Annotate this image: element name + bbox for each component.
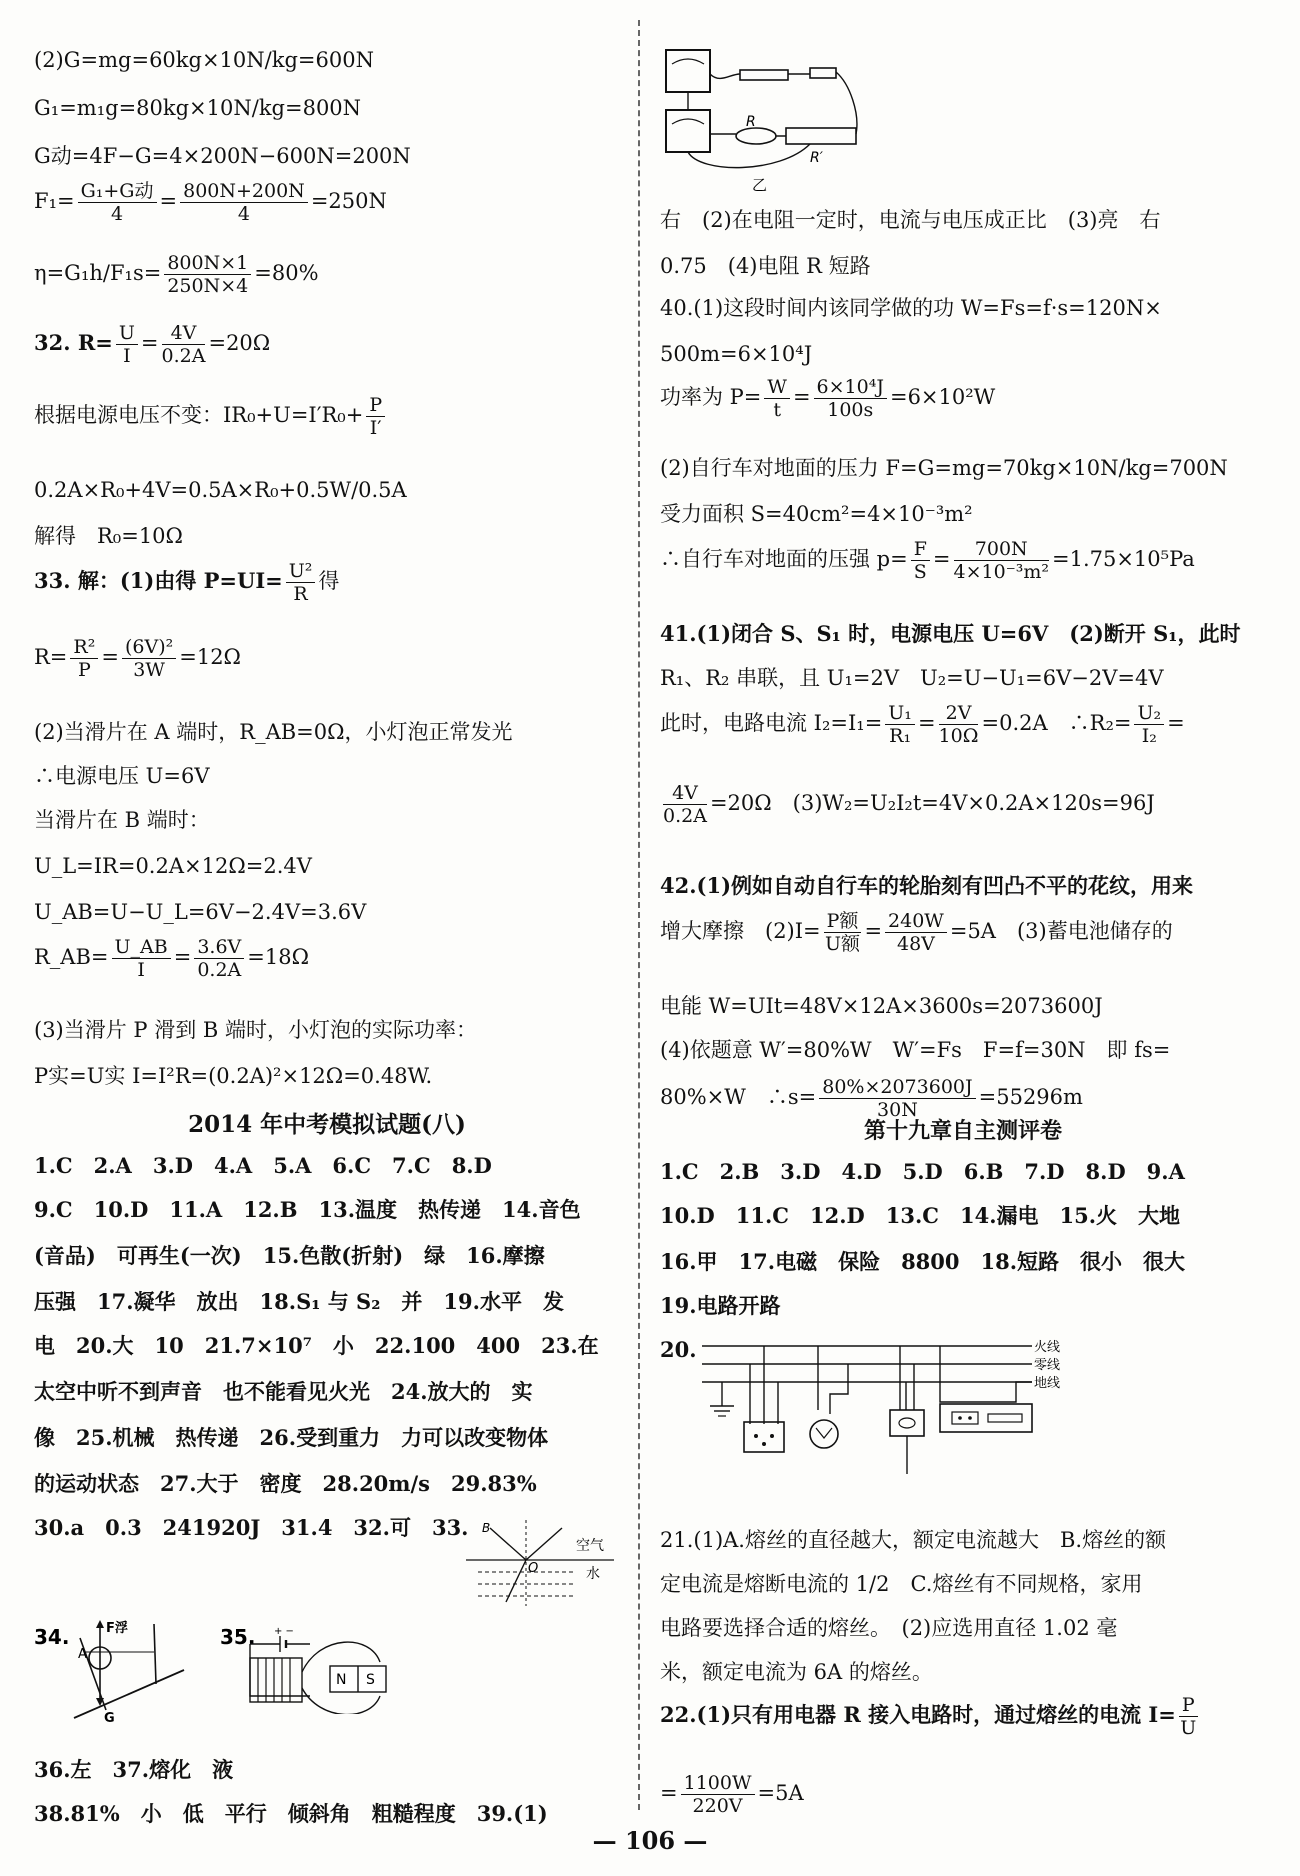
line: 21.(1)A.熔丝的直径越大，额定电流越大 B.熔丝的额: [660, 1528, 1167, 1552]
line: (2)自行车对地面的压力 F=G=mg=70kg×10N/kg=700N: [660, 456, 1228, 480]
label-a: A: [78, 1647, 87, 1662]
line: 当滑片在 B 端时：: [34, 808, 210, 832]
text: =: [917, 711, 936, 735]
line: (2)当滑片在 A 端时，R_AB=0Ω，小灯泡正常发光: [34, 720, 513, 744]
equation-line: [660, 376, 995, 421]
answer-line: 16.甲 17.电磁 保险 8800 18.短路 很小 很大: [660, 1249, 1186, 1274]
line: P实=U实 I=I²R=(0.2A)²×12Ω=0.48W.: [34, 1064, 433, 1088]
label-air: 空气: [576, 1538, 604, 1554]
line: U_AB=U−U_L=6V−2.4V=3.6V: [34, 900, 367, 924]
text: =250N: [310, 189, 387, 213]
label-35: 35.: [220, 1625, 256, 1649]
denominator: I₂: [1141, 725, 1157, 747]
lamp: [810, 1420, 838, 1448]
container-wall: [154, 1624, 156, 1684]
answer-line: 的运动状态 27.大于 密度 28.20m/s 29.83%: [34, 1471, 537, 1496]
line: U_L=IR=0.2A×12Ω=2.4V: [34, 854, 312, 878]
numerator: 1100W: [681, 1772, 755, 1795]
text: 22.(1)只有用电器 R 接入电路时，通过熔丝的电流 I=: [660, 1702, 1176, 1727]
meter-scale: [672, 119, 704, 124]
numerator: U_AB: [112, 936, 171, 959]
denominator: 30N: [877, 1099, 918, 1121]
text: =: [864, 919, 883, 943]
line: (3)当滑片 P 滑到 B 端时，小灯泡的实际功率：: [34, 1018, 478, 1042]
buoyancy-diagram: [34, 1618, 194, 1728]
denominator: 100s: [827, 399, 874, 421]
denominator: 4: [111, 203, 124, 225]
fuse-holder: [952, 1412, 978, 1424]
line: 40.(1)这段时间内该同学做的功 W=Fs=f·s=120N×: [660, 296, 1162, 320]
label-s: S: [366, 1672, 375, 1688]
fraction: [911, 538, 930, 583]
fraction: [112, 936, 171, 981]
meter: [666, 110, 710, 152]
equation-line: [660, 910, 1173, 955]
numerator: 3.6V: [194, 936, 244, 959]
answer-line: 太空中听不到声音 也不能看见火光 24.放大的 实: [34, 1379, 533, 1404]
line: 500m=6×10⁴J: [660, 342, 813, 366]
line: 0.75 (4)电阻 R 短路: [660, 254, 871, 278]
text: 根据电源电压不变：IR₀+U=I′R₀+: [34, 403, 364, 427]
equation-line: [34, 560, 339, 605]
denominator: I: [123, 345, 131, 367]
text: 功率为 P=: [660, 385, 762, 409]
socket-wires: [750, 1346, 778, 1424]
answer-line: 1.C 2.A 3.D 4.A 5.A 6.C 7.C 8.D: [34, 1153, 492, 1178]
arrowhead: [96, 1620, 104, 1628]
text: =20Ω (3)W₂=U₂I₂t=4V×0.2A×120s=96J: [709, 791, 1155, 815]
wires: [688, 72, 857, 168]
denominator: 10Ω: [938, 725, 979, 747]
numerator: P: [1179, 1694, 1198, 1717]
denominator: 0.2A: [197, 959, 242, 981]
label-f: F浮: [106, 1621, 128, 1636]
battery: [740, 70, 788, 80]
denominator: 0.2A: [161, 345, 206, 367]
equation-line: [34, 636, 241, 681]
fraction: [122, 636, 176, 681]
answer-line: 30.a 0.3 241920J 31.4 32.可 33.: [34, 1515, 469, 1540]
line: 受力面积 S=40cm²=4×10⁻³m²: [660, 502, 973, 526]
denominator: R: [293, 583, 308, 605]
line: 右 (2)在电阻一定时，电流与电压成正比 (3)亮 右: [660, 208, 1161, 232]
fraction: [194, 936, 244, 981]
fuse-wires: [940, 1346, 1032, 1402]
fuse-box: [940, 1404, 1032, 1432]
text: η=G₁h/F₁s=: [34, 261, 162, 285]
denominator: 220V: [692, 1795, 743, 1817]
line: G动=4F−G=4×200N−600N=200N: [34, 144, 411, 168]
equation-line: [34, 394, 388, 439]
text: 得: [318, 569, 340, 593]
text: =: [660, 1781, 678, 1805]
text: R=: [34, 645, 68, 669]
text: R_AB=: [34, 945, 109, 969]
socket: [744, 1422, 784, 1452]
equation-line: [660, 538, 1195, 583]
denominator: 0.2A: [663, 805, 707, 827]
socket-hole: [770, 1434, 774, 1438]
fraction: [764, 376, 790, 421]
label-g: G: [104, 1711, 115, 1726]
equation-line: [34, 322, 270, 367]
fraction: [286, 560, 316, 605]
fraction: [663, 782, 707, 827]
answer-line: 电 20.大 10 21.7×10⁷ 小 22.100 400 23.在: [34, 1333, 599, 1358]
resistor: [736, 128, 776, 144]
numerator: 800N+200N: [180, 180, 308, 203]
section-title: 第十九章自主测评卷: [863, 1118, 1062, 1144]
slope-line: [74, 1670, 184, 1718]
line: G₁=m₁g=80kg×10N/kg=800N: [34, 96, 362, 120]
text: =: [101, 645, 119, 669]
switch: [810, 68, 836, 78]
text: =0.2A ∴R₂=: [981, 711, 1132, 735]
line: 米，额定电流为 6A 的熔丝。: [660, 1660, 933, 1684]
fraction: [366, 394, 385, 439]
text: =: [173, 945, 192, 969]
numerator: U: [116, 322, 138, 345]
fraction: [939, 702, 979, 747]
label-r-prime: R′: [810, 150, 823, 166]
denominator: t: [773, 399, 781, 421]
fraction: [1179, 1694, 1198, 1739]
numerator: U₂: [1134, 702, 1164, 725]
label-r: R: [746, 114, 756, 130]
incident-ray: [490, 1528, 526, 1560]
line: 解得 R₀=10Ω: [34, 524, 183, 548]
denominator: 48V: [896, 933, 935, 955]
denominator: 250N×4: [167, 275, 249, 297]
numerator: 4V: [663, 782, 707, 805]
label-neutral: 零线: [1034, 1358, 1061, 1373]
numerator: U₁: [885, 702, 915, 725]
reflected-ray: [526, 1528, 562, 1560]
fraction: [1134, 702, 1164, 747]
battery-sign: + −: [274, 1626, 294, 1637]
denominator: U额: [825, 933, 861, 955]
text: =: [1167, 711, 1185, 735]
numerator: P: [366, 394, 385, 417]
answer-line: 19.电路开路: [660, 1293, 781, 1318]
equation-line: [660, 1694, 1201, 1739]
text: 增大摩擦 (2)I=: [660, 919, 821, 943]
section-title: 2014 年中考模拟试题(八): [188, 1111, 466, 1138]
numerator: 800N×1: [164, 252, 251, 275]
numerator: P额: [824, 910, 862, 933]
text: 33. 解：(1)由得 P=UI=: [34, 568, 283, 593]
text: =5A (3)蓄电池储存的: [949, 919, 1173, 943]
fuse-hole: [968, 1416, 972, 1420]
switch-wires: [900, 1346, 914, 1410]
label-o: O: [528, 1561, 539, 1576]
text: =: [140, 331, 159, 355]
answer-line: 1.C 2.B 3.D 4.D 5.D 6.B 7.D 8.D 9.A: [660, 1159, 1185, 1184]
fraction: [885, 702, 915, 747]
numerator: G₁+G动: [78, 180, 157, 203]
text: =: [159, 189, 178, 213]
denominator: S: [913, 561, 927, 583]
text: =80%: [254, 261, 319, 285]
line: 定电流是熔断电流的 1/2 C.熔丝有不同规格，家用: [660, 1572, 1143, 1596]
answer-line: 38.81% 小 低 平行 倾斜角 粗糙程度 39.(1): [34, 1801, 548, 1826]
equation-line: [660, 782, 1155, 827]
page-number: — 106 —: [592, 1826, 708, 1855]
fraction: [70, 636, 98, 681]
line: ∴电源电压 U=6V: [34, 764, 210, 788]
fraction: [180, 180, 308, 225]
line: 42.(1)例如自动自行车的轮胎刻有凹凸不平的花纹，用来: [660, 873, 1194, 898]
text: 32. R=: [34, 330, 113, 355]
numerator: 80%×2073600J: [819, 1076, 975, 1099]
text: =: [932, 547, 951, 571]
circuit-photo-diagram: [660, 44, 890, 194]
line: R₁、R₂ 串联，且 U₁=2V U₂=U−U₁=6V−2V=4V: [660, 666, 1164, 690]
answer-line: (音品) 可再生(一次) 15.色散(折射) 绿 16.摩擦: [34, 1243, 545, 1268]
line: 电路要选择合适的熔丝。 (2)应选用直径 1.02 毫: [660, 1616, 1118, 1640]
denominator: U: [1180, 1717, 1197, 1739]
lamp-filament: [816, 1428, 832, 1438]
fraction: [885, 910, 947, 955]
meter: [666, 50, 710, 92]
fuse: [988, 1414, 1022, 1422]
text: 此时，电路电流 I₂=I₁=: [660, 711, 883, 735]
column-divider: [638, 20, 640, 1810]
label-n: N: [336, 1672, 347, 1688]
label-34: 34.: [34, 1625, 70, 1649]
text: 80%×W ∴s=: [660, 1085, 817, 1109]
numerator: 240W: [885, 910, 947, 933]
denominator: 4: [237, 203, 250, 225]
fraction: [78, 180, 157, 225]
fraction: [681, 1772, 755, 1817]
answer-line: 9.C 10.D 11.A 12.B 13.温度 热传递 14.音色: [34, 1197, 581, 1222]
denominator: I′: [369, 417, 382, 439]
text: =: [792, 385, 811, 409]
numerator: 4V: [162, 322, 206, 345]
numerator: U²: [286, 560, 316, 583]
fraction: [162, 322, 206, 367]
fraction: [824, 910, 862, 955]
equation-line: [660, 702, 1185, 747]
fraction: [814, 376, 887, 421]
numerator: 6×10⁴J: [814, 376, 887, 399]
text: =55296m: [978, 1085, 1083, 1109]
line: (2)G=mg=60kg×10N/kg=600N: [34, 48, 374, 72]
line: 0.2A×R₀+4V=0.5A×R₀+0.5W/0.5A: [34, 478, 407, 502]
label-yi: 乙: [752, 176, 768, 194]
equation-line: [34, 936, 309, 981]
answer-line: 20.: [660, 1337, 697, 1362]
numerator: F: [911, 538, 930, 561]
text: =12Ω: [179, 645, 241, 669]
line: 41.(1)闭合 S、S₁ 时，电源电压 U=6V (2)断开 S₁，此时: [660, 621, 1241, 646]
text: =6×10²W: [889, 385, 996, 409]
text: F₁=: [34, 189, 75, 213]
text: =18Ω: [247, 945, 309, 969]
answer-line: 像 25.机械 热传递 26.受到重力 力可以改变物体: [34, 1425, 549, 1450]
equation-line: [660, 1772, 804, 1817]
fraction: [116, 322, 138, 367]
denominator: R₁: [889, 725, 912, 747]
denominator: P: [77, 659, 91, 681]
equation-line: [34, 180, 387, 225]
equation-line: [34, 252, 319, 297]
denominator: 4×10⁻³m²: [953, 561, 1049, 583]
answer-line: 36.左 37.熔化 液: [34, 1757, 234, 1782]
denominator: I: [137, 959, 145, 981]
label-water: 水: [586, 1566, 600, 1582]
socket-hole: [762, 1442, 766, 1446]
numerator: W: [764, 376, 790, 399]
switch-knob: [899, 1418, 915, 1428]
fraction: [954, 538, 1049, 583]
line: (4)依题意 W′=80%W W′=Fs F=f=30N 即 fs=: [660, 1038, 1171, 1062]
household-circuit-diagram: [700, 1334, 1110, 1484]
electromagnet-diagram: [220, 1614, 450, 1714]
numerator: (6V)²: [122, 636, 176, 659]
label-b: B: [482, 1521, 491, 1535]
rheostat: [786, 128, 856, 144]
line: 电能 W=UIt=48V×12A×3600s=2073600J: [660, 994, 1103, 1018]
refraction-diagram: [464, 1520, 620, 1610]
denominator: 3W: [133, 659, 165, 681]
fraction: [164, 252, 251, 297]
lamp-wires: [818, 1346, 848, 1414]
label-live: 火线: [1034, 1340, 1061, 1355]
numerator: 700N: [954, 538, 1049, 561]
text: ∴自行车对地面的压强 p=: [660, 547, 908, 571]
text: =1.75×10⁵Pa: [1051, 547, 1195, 571]
numerator: R²: [70, 636, 98, 659]
switch-box: [890, 1410, 924, 1436]
text: =20Ω: [208, 331, 271, 355]
socket-hole: [754, 1434, 758, 1438]
fuse-hole: [958, 1416, 962, 1420]
label-earth: 地线: [1034, 1376, 1061, 1391]
answer-line: 10.D 11.C 12.D 13.C 14.漏电 15.火 大地: [660, 1203, 1181, 1228]
answer-line: 压强 17.凝华 放出 18.S₁ 与 S₂ 并 19.水平 发: [34, 1289, 564, 1314]
meter-scale: [672, 59, 704, 64]
text: =5A: [757, 1781, 804, 1805]
numerator: 2V: [939, 702, 979, 725]
